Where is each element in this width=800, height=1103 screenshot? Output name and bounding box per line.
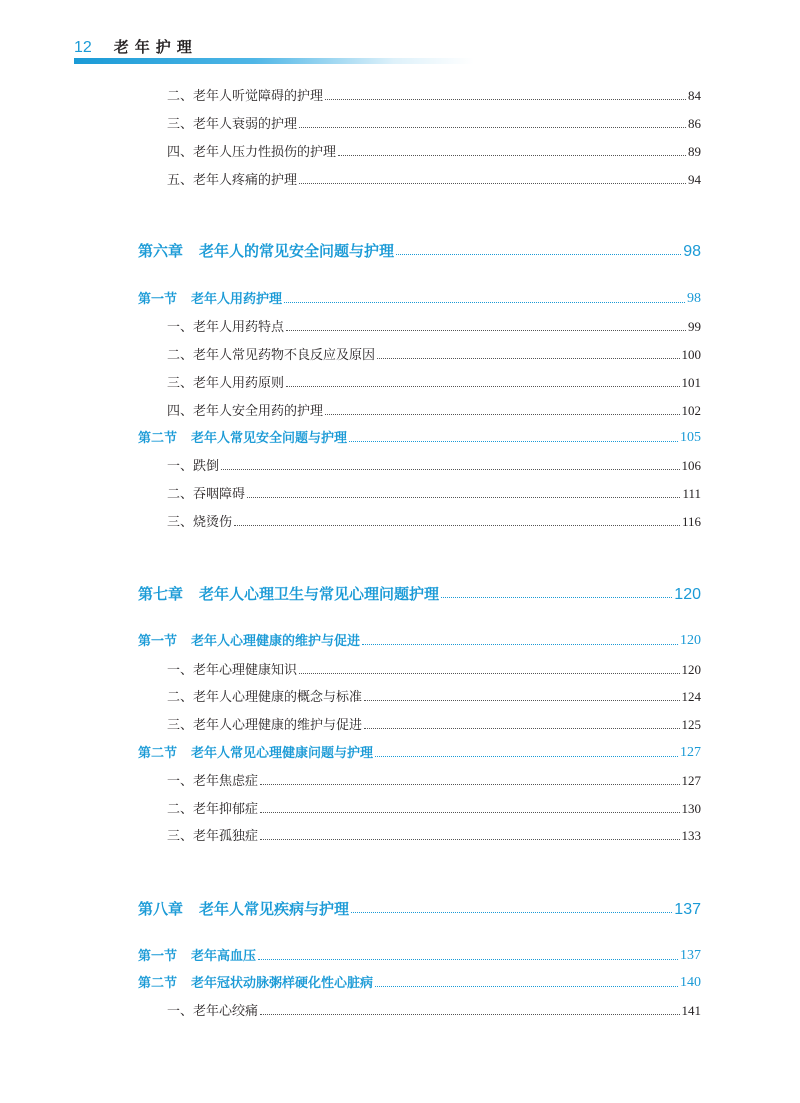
leader-dots bbox=[441, 597, 672, 598]
leader-dots bbox=[260, 839, 679, 840]
toc-section[interactable]: 第二节 老年人常见安全问题与护理 105 bbox=[138, 430, 701, 446]
leader-dots bbox=[234, 525, 680, 526]
leader-dots bbox=[349, 441, 678, 442]
toc-section[interactable]: 第二节 老年冠状动脉粥样硬化性心脏病 140 bbox=[138, 975, 701, 991]
running-title: 老年护理 bbox=[113, 38, 198, 56]
leader-dots bbox=[247, 497, 680, 498]
toc-item[interactable]: 一、跌倒 106 bbox=[167, 458, 701, 474]
toc-chapter[interactable]: 第七章 老年人心理卫生与常见心理问题护理 120 bbox=[138, 585, 701, 603]
toc-item[interactable]: 四、老年人压力性损伤的护理 89 bbox=[167, 144, 701, 160]
toc-section[interactable]: 第二节 老年人常见心理健康问题与护理 127 bbox=[138, 745, 701, 761]
leader-dots bbox=[375, 986, 678, 987]
toc-item[interactable]: 一、老年心绞痛 141 bbox=[167, 1003, 701, 1019]
leader-dots bbox=[362, 644, 678, 645]
toc-item[interactable]: 二、老年人心理健康的概念与标准 124 bbox=[167, 689, 701, 705]
leader-dots bbox=[364, 728, 679, 729]
leader-dots bbox=[258, 959, 678, 960]
leader-dots bbox=[351, 912, 672, 913]
toc-chapter[interactable]: 第六章 老年人的常见安全问题与护理 98 bbox=[138, 242, 701, 260]
toc-item[interactable]: 三、老年人心理健康的维护与促进 125 bbox=[167, 717, 701, 733]
toc-item[interactable]: 三、老年孤独症 133 bbox=[167, 828, 701, 844]
toc-chapter[interactable]: 第八章 老年人常见疾病与护理 137 bbox=[138, 900, 701, 918]
leader-dots bbox=[299, 127, 686, 128]
toc-item[interactable]: 二、老年抑郁症 130 bbox=[167, 801, 701, 817]
toc-item[interactable]: 三、老年人用药原则 101 bbox=[167, 375, 701, 391]
leader-dots bbox=[260, 784, 679, 785]
leader-dots bbox=[286, 386, 679, 387]
toc-item[interactable]: 三、烧烫伤 116 bbox=[167, 514, 701, 530]
toc-item[interactable]: 二、吞咽障碍 111 bbox=[167, 486, 701, 502]
leader-dots bbox=[338, 155, 686, 156]
toc-item[interactable]: 五、老年人疼痛的护理 94 bbox=[167, 172, 701, 188]
toc-item[interactable]: 二、老年人听觉障碍的护理 84 bbox=[167, 88, 701, 104]
leader-dots bbox=[364, 700, 679, 701]
leader-dots bbox=[396, 254, 681, 255]
page-number: 12 bbox=[74, 39, 92, 56]
leader-dots bbox=[325, 99, 686, 100]
leader-dots bbox=[325, 414, 679, 415]
leader-dots bbox=[299, 183, 686, 184]
leader-dots bbox=[221, 469, 679, 470]
leader-dots bbox=[284, 302, 685, 303]
leader-dots bbox=[377, 358, 679, 359]
leader-dots bbox=[260, 1014, 679, 1015]
leader-dots bbox=[299, 673, 679, 674]
toc-item[interactable]: 一、老年心理健康知识 120 bbox=[167, 662, 701, 678]
toc-section[interactable]: 第一节 老年高血压 137 bbox=[138, 948, 701, 964]
toc-item[interactable]: 四、老年人安全用药的护理 102 bbox=[167, 403, 701, 419]
toc-item[interactable]: 三、老年人衰弱的护理 86 bbox=[167, 116, 701, 132]
toc-item[interactable]: 二、老年人常见药物不良反应及原因 100 bbox=[167, 347, 701, 363]
toc-item[interactable]: 一、老年焦虑症 127 bbox=[167, 773, 701, 789]
toc-section[interactable]: 第一节 老年人心理健康的维护与促进 120 bbox=[138, 633, 701, 649]
toc-item[interactable]: 一、老年人用药特点 99 bbox=[167, 319, 701, 335]
toc-section[interactable]: 第一节 老年人用药护理 98 bbox=[138, 291, 701, 307]
leader-dots bbox=[260, 812, 679, 813]
leader-dots bbox=[286, 330, 686, 331]
leader-dots bbox=[375, 756, 678, 757]
